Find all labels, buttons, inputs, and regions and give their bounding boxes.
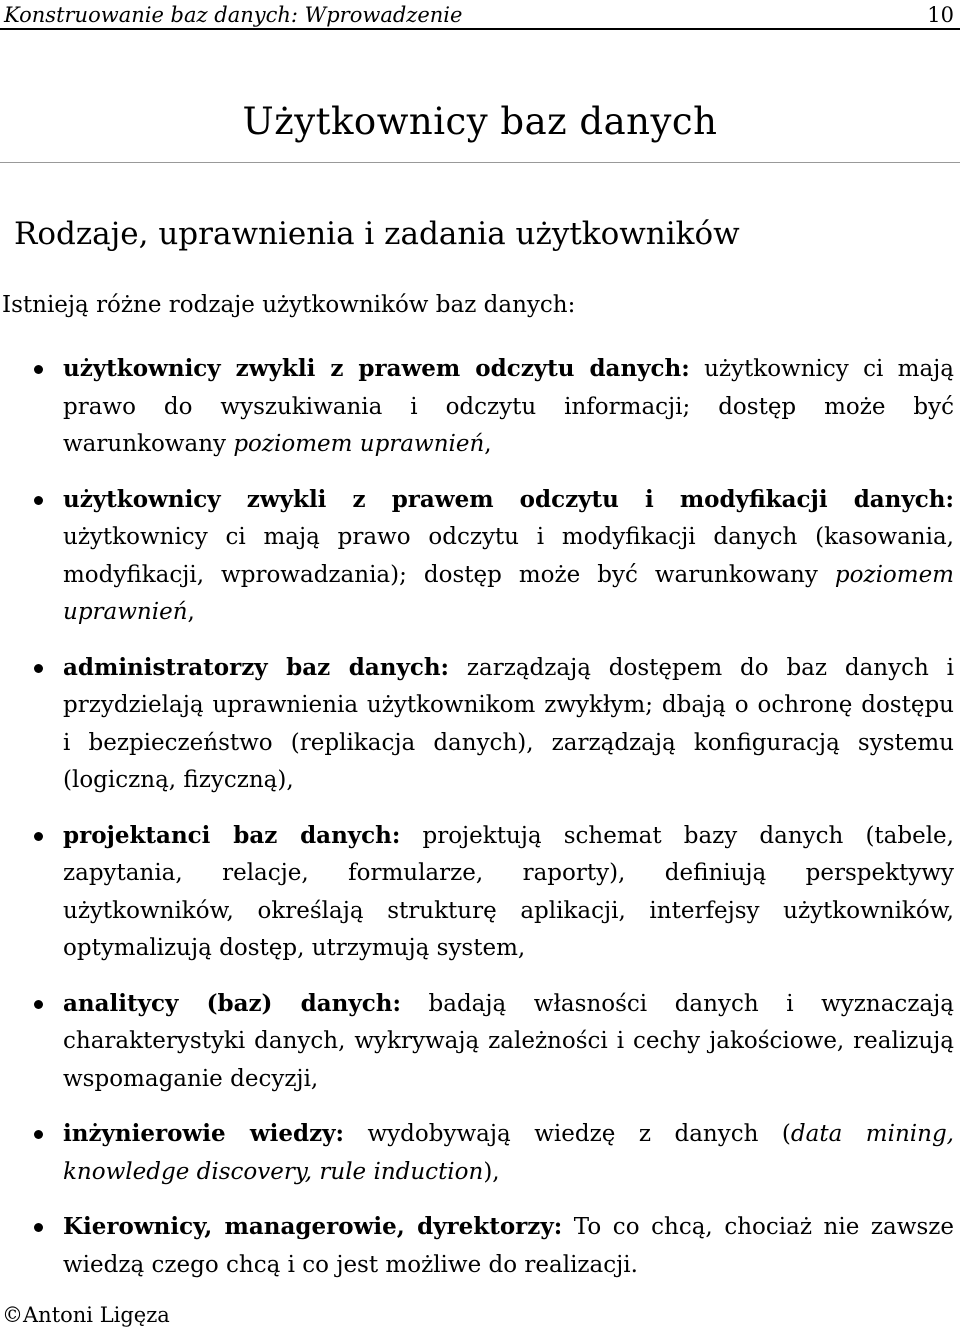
item-text: wydobywają wiedzę z danych ( (343, 1121, 791, 1147)
copyright-footer: ©Antoni Ligęza (2, 1303, 170, 1327)
item-text-end: , (187, 599, 195, 625)
page-header (0, 0, 960, 30)
item-emphasis: poziomem uprawnień (233, 431, 485, 457)
title-divider (0, 162, 960, 163)
item-text-end: , (484, 431, 492, 457)
bullet-icon (34, 365, 43, 374)
item-text: projektują schemat bazy danych (tabele, zapytania, relacje, formularze, raporty), definiują perspektywy użytkowników, określają strukturę aplikacji, interfejsy użytkowników, optymalizują dostęp, utrzymują system, (63, 822, 954, 961)
list-item (0, 1115, 960, 1191)
list-item (0, 649, 960, 800)
bullet-icon (34, 1000, 43, 1009)
item-text: To co chcą, chociaż nie zawsze wiedzą czego chcą i co jest możliwe do realizacji. (63, 1214, 954, 1278)
section-heading: Rodzaje, uprawnienia i zadania użytkowników (14, 216, 740, 252)
page-number: 10 (927, 3, 954, 27)
slide-title: Użytkownicy baz danych (242, 100, 718, 143)
item-term: użytkownicy zwykli z prawem odczytu danych: (63, 355, 690, 382)
item-term: administratorzy baz danych: (63, 653, 450, 681)
item-term: użytkownicy zwykli z prawem odczytu i modyfikacji danych: (63, 485, 954, 513)
bullet-icon (34, 496, 43, 505)
item-text-end: ), (483, 1158, 500, 1185)
list-item (0, 350, 960, 464)
user-types-list (0, 350, 960, 1301)
bullet-icon (34, 1130, 43, 1139)
item-term: inżynierowie wiedzy: (63, 1120, 344, 1147)
running-title: Konstruowanie baz danych: Wprowadzenie (4, 3, 463, 27)
list-item (0, 1208, 960, 1284)
item-emphasis: data mining, knowledge discovery, rule induction (63, 1121, 954, 1185)
item-term: projektanci baz danych: (63, 821, 401, 849)
item-emphasis: poziomem uprawnień (63, 561, 954, 625)
list-item (0, 817, 960, 968)
bullet-icon (34, 664, 43, 673)
list-item (0, 985, 960, 1099)
item-text: zarządzają dostępem do baz danych i przydzielają uprawnienia użytkownikom zwykłym; dbają o ochronę dostępu i bezpieczeństwo (replikacja danych), zarządzają konfiguracją systemu (logiczną, fizyczną), (63, 654, 954, 793)
item-term: analitycy (baz) danych: (63, 989, 401, 1017)
item-text: użytkownicy ci mają prawo odczytu i modyfikacji danych (kasowania, modyfikacji, wprowadzania); dostęp może być warunkowany (63, 524, 954, 588)
item-term: Kierownicy, managerowie, dyrektorzy: (63, 1213, 563, 1240)
bullet-icon (34, 1223, 43, 1232)
bullet-icon (34, 832, 43, 841)
list-item (0, 481, 960, 632)
item-text: badają własności danych i wyznaczają charakterystyki danych, wykrywają zależności i cechy jakościowe, realizują wspomaganie decyzji, (63, 990, 954, 1092)
intro-text: Istnieją różne rodzaje użytkowników baz danych: (2, 292, 576, 318)
item-text: użytkownicy ci mają prawo do wyszukiwania i odczytu informacji; dostęp może być warunkowany (63, 356, 954, 457)
